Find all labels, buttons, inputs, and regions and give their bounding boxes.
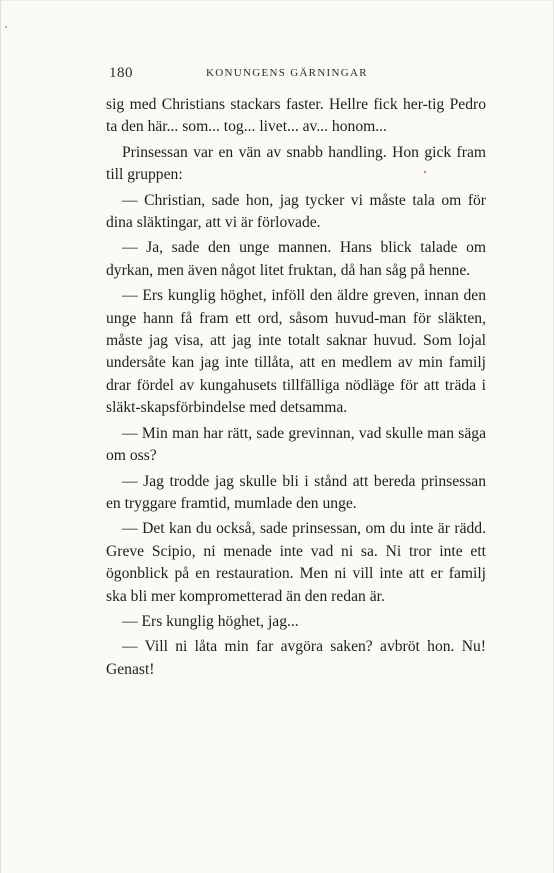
paragraph-continuation: sig med Christians stackars faster. Hellre fick her-tig Pedro ta den här... som... tog... livet... av... honom...	[106, 96, 486, 136]
page-speck	[5, 26, 7, 28]
dialogue-paragraph: — Ja, sade den unge mannen. Hans blick talade om dyrkan, men även något litet fruktan, då han såg på henne.	[106, 239, 486, 279]
dialogue-paragraph: — Ers kunglig höghet, jag...	[122, 612, 299, 630]
page-header	[109, 65, 489, 83]
dialogue-paragraph: — Christian, sade hon, jag tycker vi måste tala om för dina släktingar, att vi är förlovade.	[106, 191, 486, 232]
dialogue-paragraph: — Jag trodde jag skulle bli i stånd att bereda prinsessan en tryggare framtid, mumlade den unge.	[106, 472, 486, 512]
page-number: 180	[109, 65, 133, 81]
dialogue-paragraph: — Vill ni låta min far avgöra saken? avbröt hon. Nu! Genast!	[106, 638, 486, 678]
body-text	[106, 94, 486, 684]
running-title: KONUNGENS GÄRNINGAR	[206, 67, 368, 79]
dialogue-paragraph: — Det kan du också, sade prinsessan, om du inte är rädd. Greve Scipio, ni menade inte vad ni sa. Ni tror inte ett ögonblick på en restauration. Men ni vill inte att er familj ska bli mer komprometterad än den redan är.	[106, 520, 486, 605]
paragraph: Prinsessan var en vän av snabb handling. Hon gick fram till gruppen:	[106, 143, 486, 184]
dialogue-paragraph: — Min man har rätt, sade grevinnan, vad skulle man säga om oss?	[106, 424, 486, 465]
dialogue-paragraph: — Ers kunglig höghet, inföll den äldre greven, innan den unge hann få fram ett ord, såsom huvud-man för släkten, måste jag visa, att jag inte totalt saknar huvud. Som lojal undersåte kan jag inte tillåta, att en medlem av min familj drar fördel av kungahusets tillfälliga nödläge för att träda i släkt-skapsförbindelse med detsamma.	[106, 287, 486, 417]
